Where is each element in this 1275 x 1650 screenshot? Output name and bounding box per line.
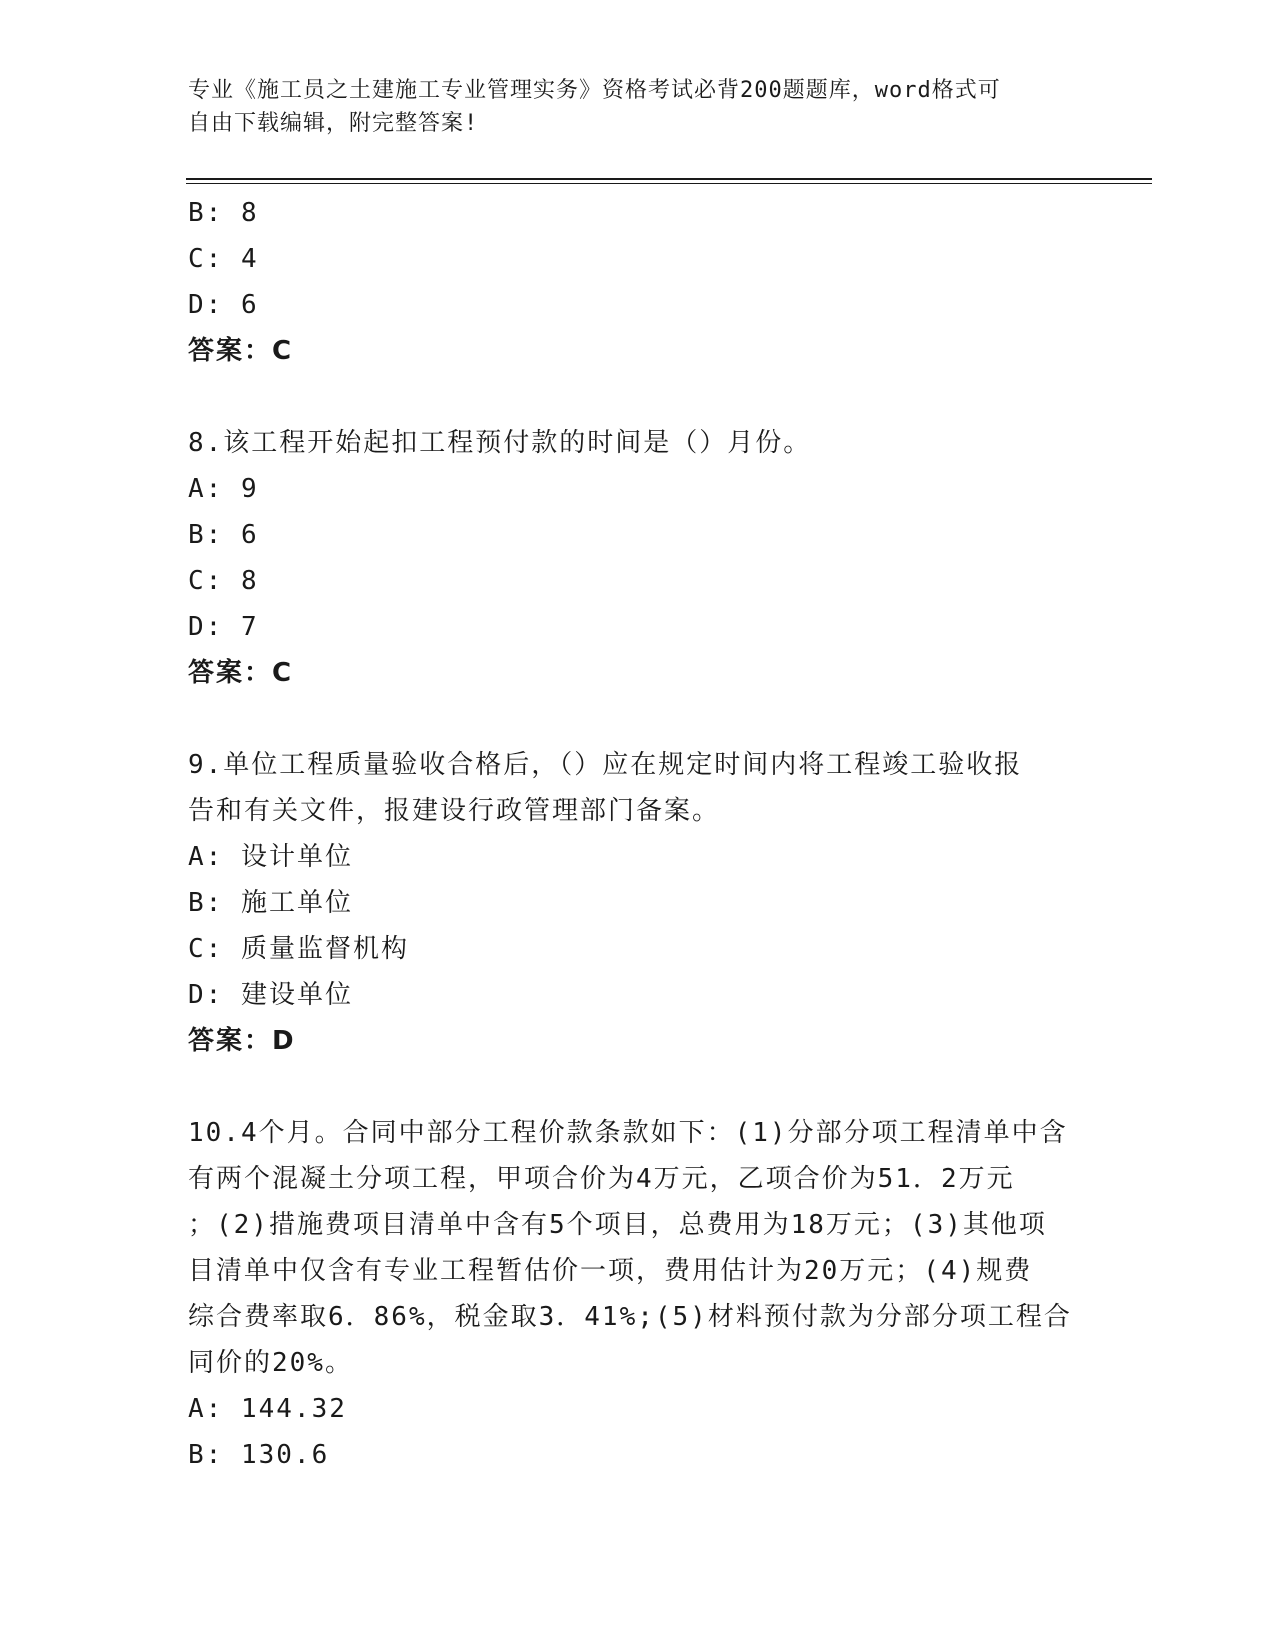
q9-option-a: A: 设计单位	[188, 842, 353, 872]
header-rule-thick	[186, 178, 1152, 180]
q10-option-a: A: 144.32	[188, 1394, 347, 1424]
option-c: C: 4	[188, 244, 259, 274]
question-10-text-line-3: ；(2)措施费项目清单中含有5个项目，总费用为18万元；(3)其他项	[188, 1210, 1047, 1240]
q8-option-a: A: 9	[188, 474, 259, 504]
q9-option-c: C: 质量监督机构	[188, 934, 409, 964]
question-10-text-line-6: 同价的20%。	[188, 1348, 353, 1378]
document-header: 专业《施工员之土建施工专业管理实务》资格考试必背200题题库，word格式可 自由下载编辑，附完整答案!	[188, 78, 1001, 136]
q8-answer: 答案：C	[188, 658, 294, 688]
q9-option-d: D: 建设单位	[188, 980, 353, 1010]
q9-option-b: B: 施工单位	[188, 888, 353, 918]
question-9-text-line-2: 告和有关文件，报建设行政管理部门备案。	[188, 796, 721, 826]
question-8-text: 8.该工程开始起扣工程预付款的时间是（）月份。	[188, 428, 812, 458]
q8-option-b: B: 6	[188, 520, 259, 550]
q8-option-d: D: 7	[188, 612, 259, 642]
answer-line: 答案：C	[188, 336, 294, 366]
question-10-text-line-1: 10.4个月。合同中部分工程价款条款如下：(1)分部分项工程清单中含	[188, 1118, 1068, 1148]
question-content	[188, 190, 1088, 1478]
option-b: B: 8	[188, 198, 259, 228]
header-rule-thin	[186, 183, 1152, 184]
q10-option-b: B: 130.6	[188, 1440, 330, 1470]
spacer	[188, 1064, 1088, 1110]
q9-answer: 答案：D	[188, 1026, 296, 1056]
spacer	[188, 696, 1088, 742]
question-9-text-line-1: 9.单位工程质量验收合格后，（）应在规定时间内将工程竣工验收报	[188, 750, 1023, 780]
question-10-text-line-5: 综合费率取6．86%，税金取3．41%;(5)材料预付款为分部分项工程合	[188, 1302, 1072, 1332]
question-10-text-line-4: 目清单中仅含有专业工程暂估价一项，费用估计为20万元；(4)规费	[188, 1256, 1033, 1286]
q8-option-c: C: 8	[188, 566, 259, 596]
option-d: D: 6	[188, 290, 259, 320]
spacer	[188, 374, 1088, 420]
question-10-text-line-2: 有两个混凝土分项工程，甲项合价为4万元，乙项合价为51．2万元	[188, 1164, 1015, 1194]
